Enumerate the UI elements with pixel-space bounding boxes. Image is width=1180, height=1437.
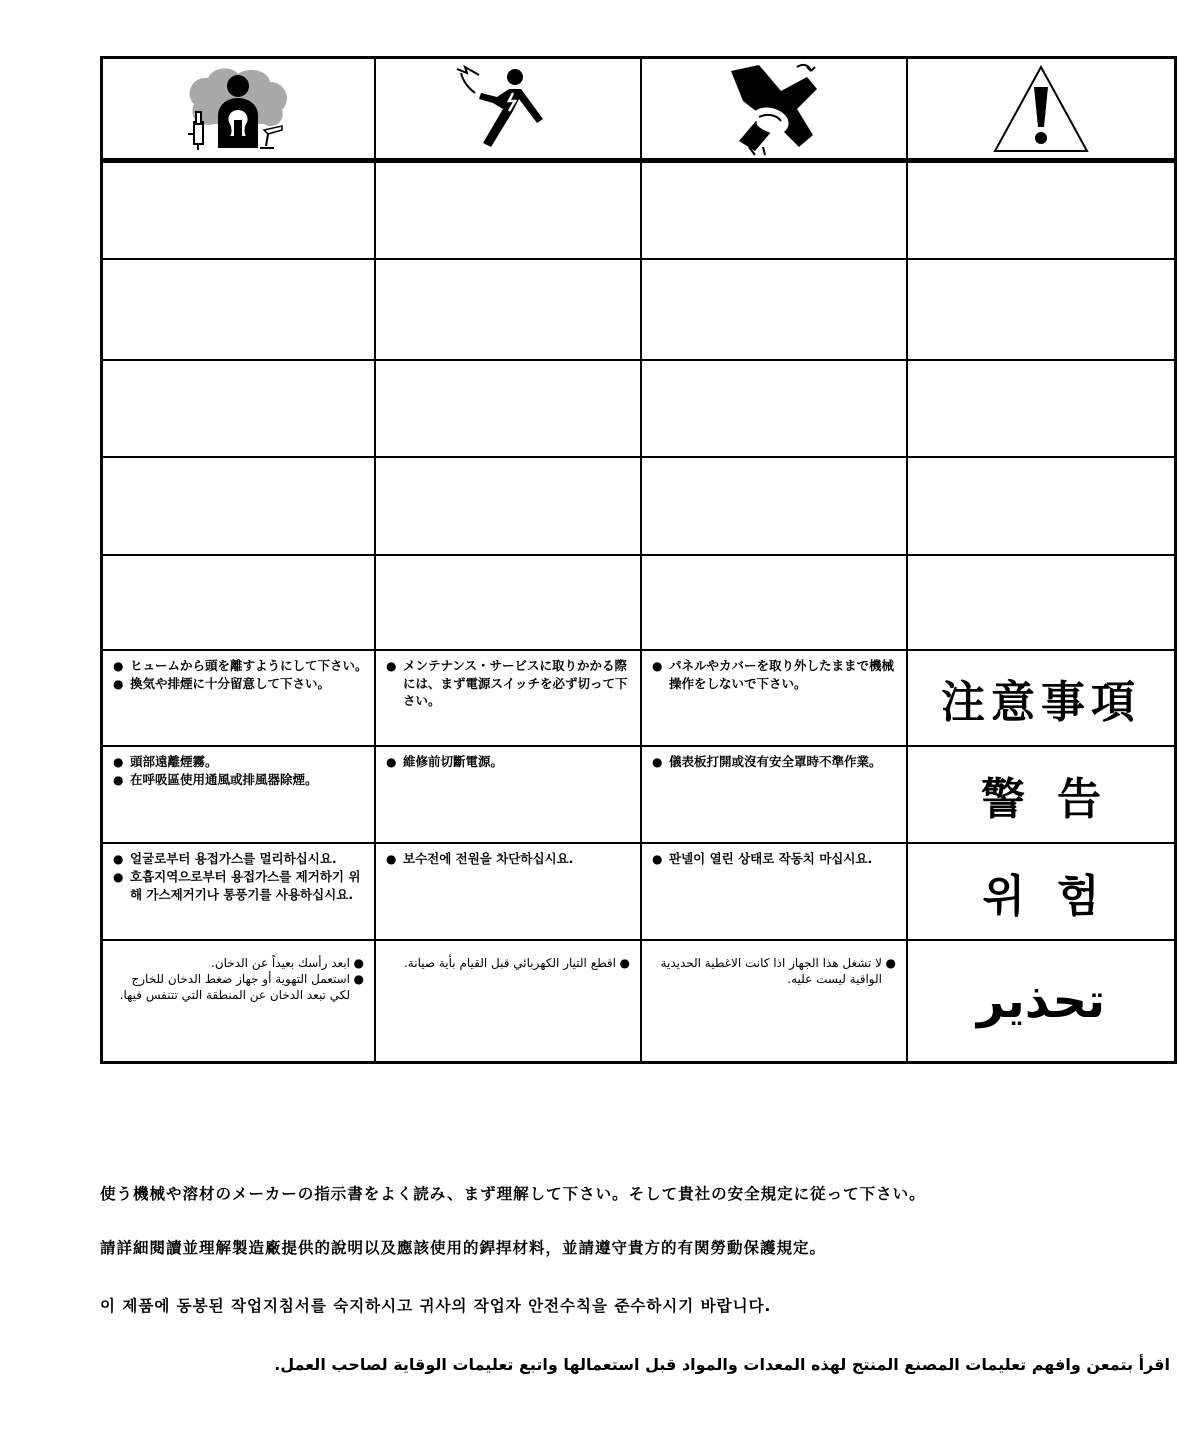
empty-cell <box>642 556 908 649</box>
empty-row <box>103 260 1174 361</box>
safety-warning-table <box>100 56 1177 1064</box>
fumes-icon <box>174 64 304 154</box>
list-item: ● اقطع التيار الكهربائي قبل القيام بأية صيانة. <box>382 955 630 971</box>
empty-cell <box>103 361 376 456</box>
empty-cell <box>376 163 642 258</box>
empty-cell <box>908 458 1174 554</box>
arabic-row <box>103 941 1174 1061</box>
list-item: ● メンテナンス・サービスに取りかかる際には、まず電源スイッチを必ず切って下さい。 <box>386 657 634 709</box>
heading-cell <box>908 941 1174 1061</box>
empty-cell <box>376 361 642 456</box>
bullet-list <box>642 844 906 868</box>
heading-cell <box>908 651 1174 745</box>
shock-warning-cell <box>376 941 642 1061</box>
bullet-list <box>376 844 640 868</box>
bullet-list <box>376 747 640 771</box>
list-item: ● ابعد رأسك بعيداً عن الدخان. <box>109 955 364 971</box>
electric-shock-icon <box>453 63 563 155</box>
empty-cell <box>908 260 1174 359</box>
warning-heading: تحذير <box>976 973 1106 1029</box>
list-item: ● 換気や排煙に十分留意して下さい。 <box>113 675 368 693</box>
electric-shock-cell <box>376 59 642 158</box>
list-item: ● 얼굴로부터 용접가스를 멀리하십시요. <box>113 850 368 868</box>
list-item: ● 在呼吸區使用通風或排風器除煙。 <box>113 771 368 789</box>
fumes-warning-cell <box>103 747 376 842</box>
warning-heading: 警告 <box>981 773 1133 825</box>
shock-warning-cell <box>376 747 642 842</box>
list-item: ● 維修前切斷電源。 <box>386 753 634 771</box>
empty-cell <box>103 556 376 649</box>
bullet-list <box>642 747 906 771</box>
empty-cell <box>103 163 376 258</box>
bullet-list <box>103 941 374 1003</box>
instruction-chinese: 請詳細閱讀並理解製造廠提供的說明以及應該使用的銲捍材料，並請遵守貴方的有関勞動保護規定。 <box>100 1239 827 1257</box>
empty-row <box>103 361 1174 458</box>
list-item: ● 頭部遠離煙霧。 <box>113 753 368 771</box>
heading-cell <box>908 844 1174 939</box>
empty-cell <box>376 458 642 554</box>
empty-cell <box>908 163 1174 258</box>
hand-hazard-cell <box>642 59 908 158</box>
shock-warning-cell <box>376 844 642 939</box>
bullet-list <box>103 651 374 693</box>
list-item: ● パネルやカバーを取り外したままで機械操作をしないで下さい。 <box>652 657 900 692</box>
empty-cell <box>103 458 376 554</box>
heading-cell <box>908 747 1174 842</box>
empty-cell <box>642 260 908 359</box>
empty-row <box>103 556 1174 651</box>
bullet-list <box>103 844 374 903</box>
fumes-cell <box>103 59 376 158</box>
hand-warning-cell <box>642 844 908 939</box>
empty-cell <box>908 361 1174 456</box>
instruction-korean: 이 제품에 동봉된 작업지침서를 숙지하시고 귀사의 작업자 안전수칙을 준수하시기 바랍니다. <box>100 1297 772 1315</box>
list-item: ● ヒュームから頭を離すようにして下さい。 <box>113 657 368 675</box>
bullet-list <box>642 651 906 692</box>
bullet-list <box>376 941 640 971</box>
bullet-list <box>103 747 374 789</box>
caution-triangle-icon <box>991 63 1091 155</box>
empty-cell <box>908 556 1174 649</box>
empty-row <box>103 163 1174 260</box>
list-item: ● 儀表板打開或沒有安全罩時不準作業。 <box>652 753 900 771</box>
bullet-list <box>642 941 906 987</box>
empty-cell <box>642 361 908 456</box>
fumes-warning-cell <box>103 941 376 1061</box>
list-item: ● لا تشغل هذا الجهاز اذا كانت الاغطية الحديدية الواقية ليست عليه. <box>648 955 896 987</box>
bullet-list <box>376 651 640 709</box>
chinese-row <box>103 747 1174 844</box>
shock-warning-cell <box>376 651 642 745</box>
caution-cell <box>908 59 1174 158</box>
list-item: ● 판넬이 열린 상태로 작동치 마십시요. <box>652 850 900 868</box>
empty-cell <box>376 260 642 359</box>
instruction-japanese: 使う機械や溶材のメーカーの指示書をよく読み、まず理解して下さい。そして貴社の安全規定に従って下さい。 <box>100 1185 926 1203</box>
fumes-warning-cell <box>103 844 376 939</box>
list-item: ● 호흡지역으로부터 용접가스를 제거하기 위해 가스제거기나 통풍기를 사용하십시요. <box>113 868 368 903</box>
icon-row <box>103 59 1174 163</box>
hand-hazard-icon <box>719 61 829 157</box>
empty-row <box>103 458 1174 556</box>
empty-cell <box>376 556 642 649</box>
empty-cell <box>642 458 908 554</box>
warning-heading: 注意事項 <box>941 677 1141 728</box>
warning-heading: 위험 <box>982 870 1132 922</box>
japanese-row <box>103 651 1174 747</box>
list-item: ● 보수전에 전원을 차단하십시요. <box>386 850 634 868</box>
empty-cell <box>103 260 376 359</box>
hand-warning-cell <box>642 941 908 1061</box>
fumes-warning-cell <box>103 651 376 745</box>
hand-warning-cell <box>642 651 908 745</box>
hand-warning-cell <box>642 747 908 842</box>
list-item: ● استعمل التهوية أو جهاز ضغط الدخان للخارج لكي تبعد الدخان عن المنطقة التي تتنفس فيها. <box>109 971 364 1003</box>
korean-row <box>103 844 1174 941</box>
instruction-arabic: اقرأ بتمعن وافهم تعليمات المصنع المنتج لهذه المعدات والمواد قبل استعمالها واتبع تعليمات الوقاية لصاحب العمل. <box>274 1355 1170 1374</box>
empty-cell <box>642 163 908 258</box>
